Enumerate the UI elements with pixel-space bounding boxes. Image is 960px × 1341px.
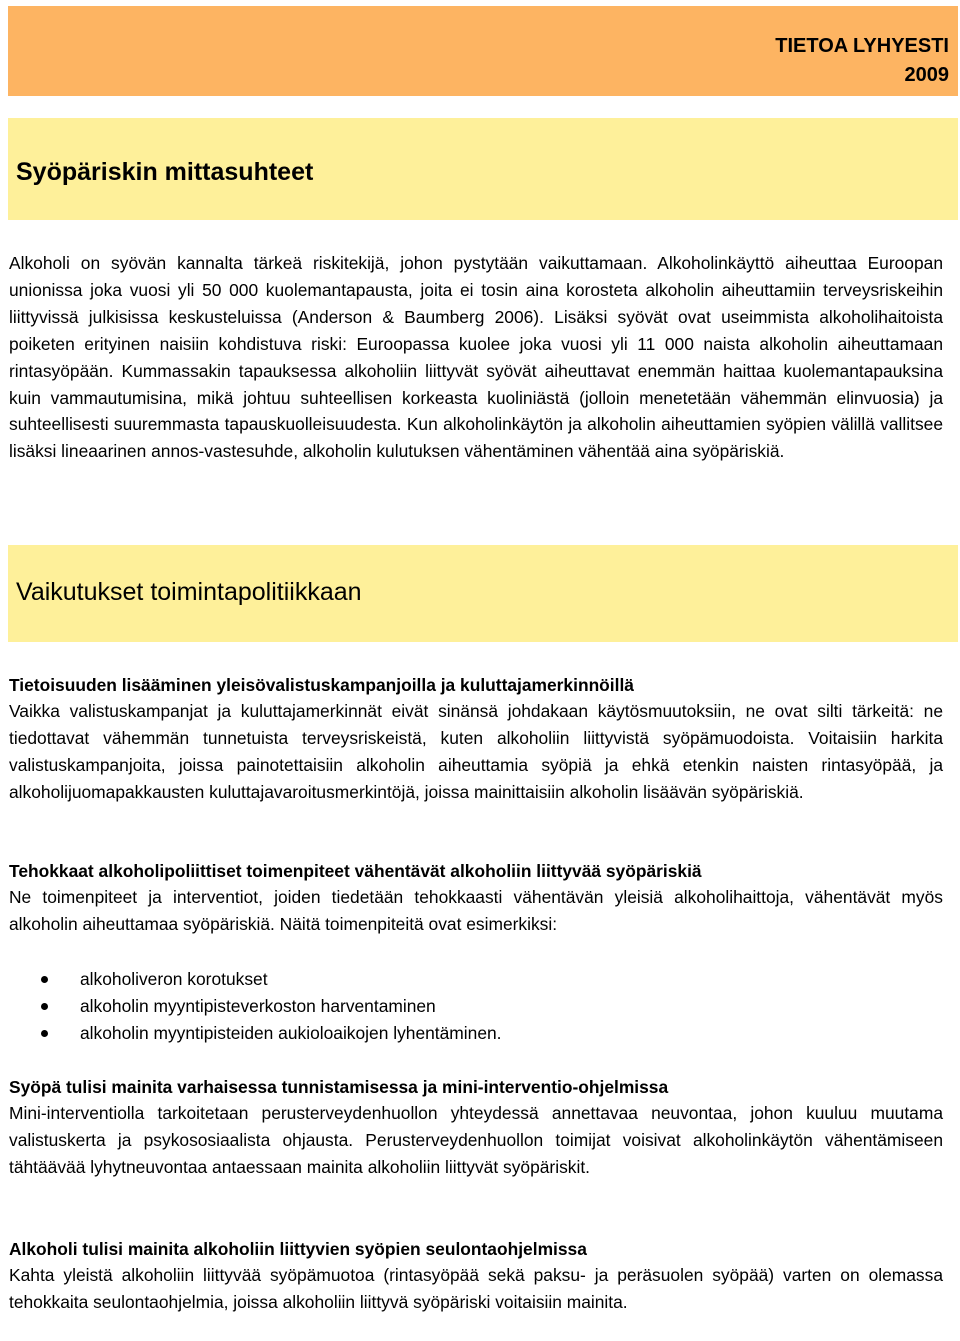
policy-measures-list (0, 966, 934, 1047)
subheading-effective-policy: Tehokkaat alkoholipoliittiset toimenpiteet vähentävät alkoholiin liittyvää syöpäriskiä (9, 861, 702, 881)
subheading-awareness: Tietoisuuden lisääminen yleisövalistuskampanjoilla ja kuluttajamerkinnöillä (9, 675, 634, 695)
section-title-risk: Syöpäriskin mittasuhteet (16, 158, 314, 186)
header-title: TIETOA LYHYESTI (775, 35, 949, 57)
section-bar-policy (8, 545, 958, 642)
list-item: alkoholin myyntipisteiden aukioloaikojen lyhentäminen. (0, 1020, 934, 1047)
section-title-policy: Vaikutukset toimintapolitiikkaan (16, 578, 362, 606)
paragraph-mini-intervention: Mini-interventiolla tarkoitetaan perusterveydenhuollon yhteydessä annettavaa neuvontaa, johon kuuluu muutama valistuskerta ja psykososiaalista ohjausta. Perusterveydenhuollon toimijat voisivat alkoholinkäytön vähentämiseen tähtäävää lyhytneuvontaa antaessaan mainita alkoholiin liittyvät syöpäriskit. (9, 1103, 943, 1177)
subheading-mini-intervention: Syöpä tulisi mainita varhaisessa tunnistamisessa ja mini-interventio-ohjelmissa (9, 1077, 669, 1097)
intro-paragraph: Alkoholi on syövän kannalta tärkeä riskitekijä, johon pystytään vaikuttamaan. Alkoholinkäyttö aiheuttaa Euroopan unionissa joka vuosi yli 50 000 kuolemantapausta, joita ei tosin aina korosteta alkoholin aiheuttamiin terveysriskeihin liittyvissä julkisissa keskusteluissa (Anderson & Baumberg 2006). Lisäksi syövät ovat useimmista alkoholihaitoista poiketen erityinen naisiin kohdistuva riski: Euroopassa kuolee joka vuosi yli 11 000 naista alkoholin aiheuttamaan rintasyöpään. Kummassakin tapauksessa alkoholiin liittyvät syövät aiheuttavat enemmän haittaa kuolemantapauksina kuin vammautumisina, mikä johtuu suhteellisen korkeasta kuoliniästä (jolloin menetetään vähemmän elinvuosia) ja suhteellisesti suuremmasta tapauskuolleisuudesta. Kun alkoholinkäytön ja alkoholin aiheuttamien syöpien välillä vallitsee lisäksi lineaarinen annos-vastesuhde, alkoholin kulutuksen vähentäminen vähentää aina syöpäriskiä. (9, 253, 943, 462)
bullet-icon (41, 1003, 48, 1010)
section-bar-risk (8, 118, 958, 220)
paragraph-screening: Kahta yleistä alkoholiin liittyvää syöpämuotoa (rintasyöpää sekä paksu- ja peräsuolen syöpää) varten on olemassa tehokkaita seulontaohjelmia, joissa alkoholiin liittyvä syöpäriski voitaisiin mainita. (9, 1265, 943, 1312)
paragraph-effective-policy: Ne toimenpiteet ja interventiot, joiden tiedetään tehokkaasti vähentävän yleisiä alkoholihaittoja, vähentävät myös alkoholin aiheuttamaa syöpäriskiä. Näitä toimenpiteitä ovat esimerkiksi: (9, 887, 943, 934)
bullet-icon (41, 1030, 48, 1037)
list-item: alkoholiveron korotukset (0, 966, 934, 993)
header-banner (8, 6, 958, 96)
paragraph-awareness: Vaikka valistuskampanjat ja kuluttajamerkinnät eivät sinänsä johdakaan käytösmuutoksiin, ne ovat silti tärkeitä: ne tiedottavat vähemmän tunnetuista terveysriskeistä, kuten alkoholiin liittyvistä syöpämuodoista. Voitaisiin harkita valistuskampanjoita, joissa painotettaisiin alkoholin aiheuttamia syöpiä ja ehkä etenkin naisten rintasyöpää, ja alkoholijuomapakkausten kuluttajavaroitusmerkintöjä, joissa mainittaisiin alkoholin lisäävän syöpäriskiä. (9, 701, 943, 802)
list-item: alkoholin myyntipisteverkoston harventaminen (0, 993, 934, 1020)
subheading-screening: Alkoholi tulisi mainita alkoholiin liittyvien syöpien seulontaohjelmissa (9, 1239, 587, 1259)
header-year: 2009 (904, 64, 949, 86)
bullet-icon (41, 976, 48, 983)
